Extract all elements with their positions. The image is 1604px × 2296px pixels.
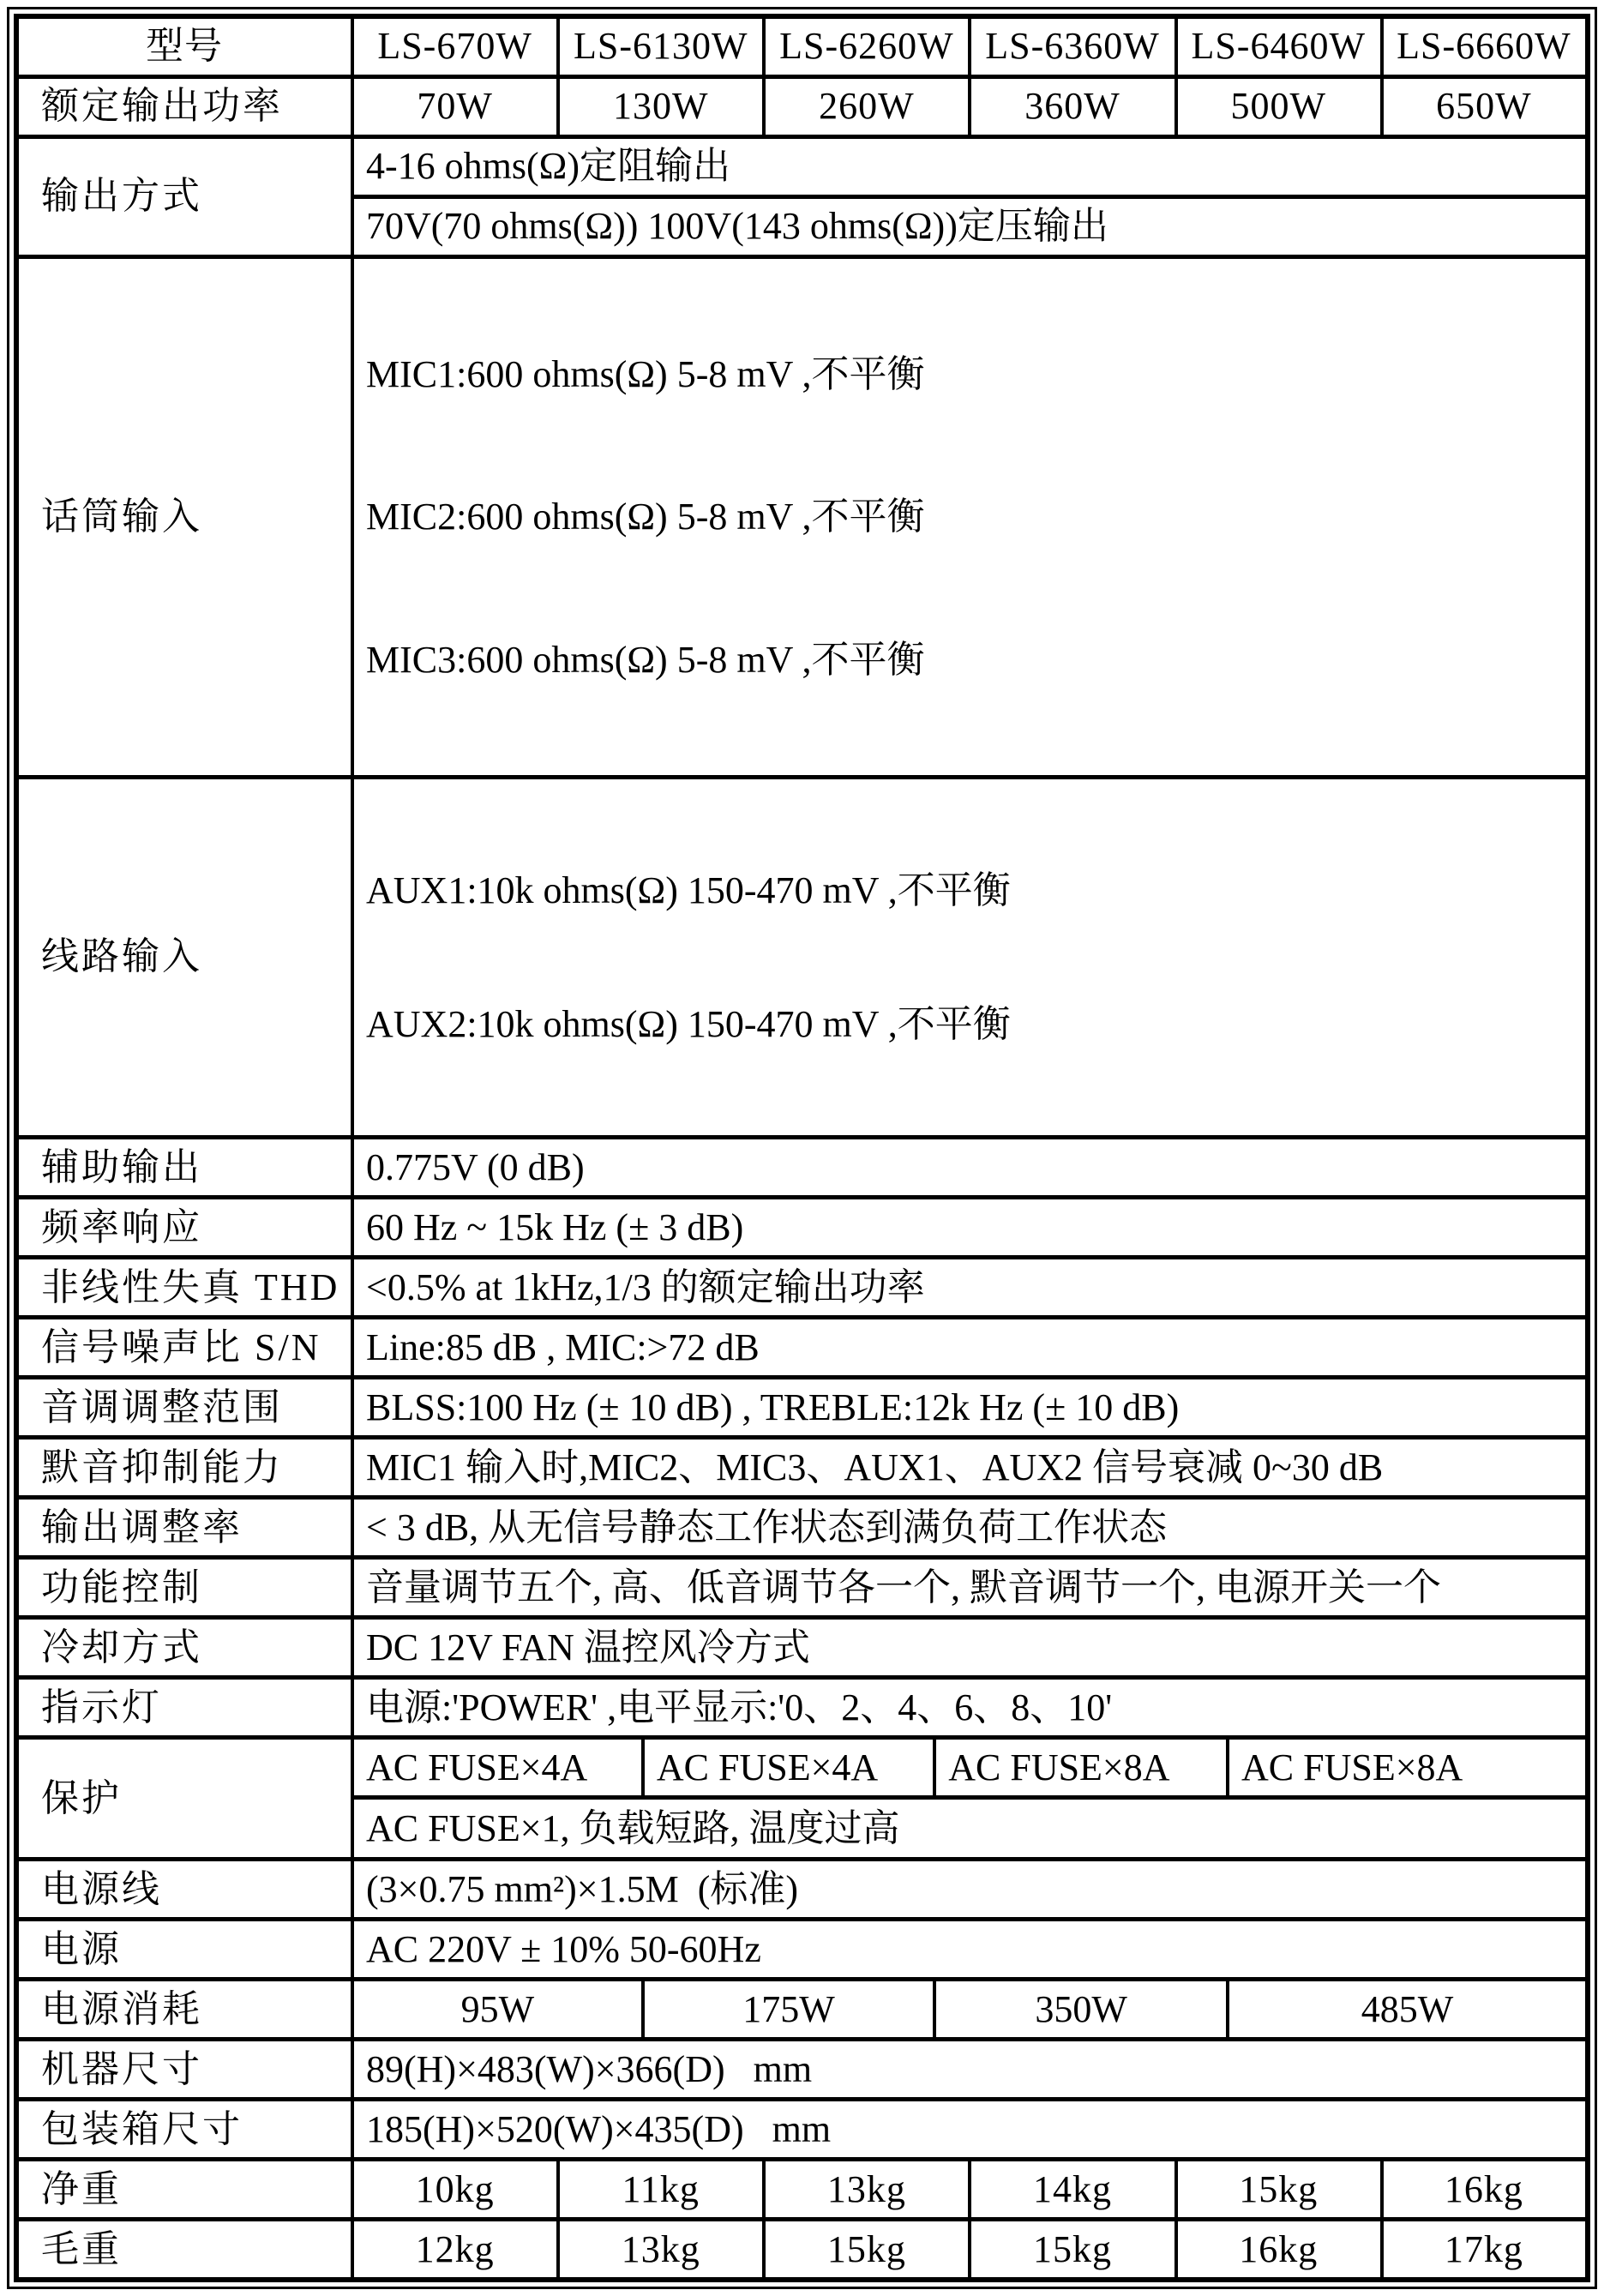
model-name-cell: LS-6660W [1382, 16, 1588, 77]
row-label-thd: 非线性失真 THD [16, 1258, 352, 1318]
row-label-aux-output: 辅助输出 [16, 1138, 352, 1198]
table-row-output-mode [16, 137, 1588, 197]
row-label-power-consumption: 电源消耗 [16, 1980, 352, 2040]
row-label-function-control: 功能控制 [16, 1558, 352, 1618]
table-row-cooling [16, 1618, 1588, 1678]
snr-value: Line:85 dB , MIC:>72 dB [352, 1318, 1588, 1378]
line-input-cell [352, 777, 1588, 1138]
row-label-rated-power: 额定输出功率 [16, 77, 352, 137]
net-weight-cell: 16kg [1382, 2160, 1588, 2220]
power-consumption-cell: 175W [645, 1981, 936, 2037]
model-name-cell: LS-6360W [970, 16, 1175, 77]
gross-weight-cell: 17kg [1382, 2220, 1588, 2281]
fuse-cell: AC FUSE×4A [645, 1740, 936, 1795]
gross-weight-cell: 16kg [1176, 2220, 1382, 2281]
row-label-power-supply: 电源 [16, 1920, 352, 1980]
table-row-line-input [16, 777, 1588, 1138]
power-consumption-row [352, 1980, 1588, 2040]
power-consumption-cell: 95W [354, 1981, 645, 2037]
row-label-model: 型号 [16, 16, 352, 77]
function-control-value: 音量调节五个, 高、低音调节各一个, 默音调节一个, 电源开关一个 [352, 1558, 1588, 1618]
table-row-model [16, 16, 1588, 77]
table-row-box-size [16, 2100, 1588, 2160]
table-row-unit-size [16, 2040, 1588, 2100]
model-name-cell: LS-6460W [1176, 16, 1382, 77]
gross-weight-cell: 15kg [970, 2220, 1175, 2281]
row-label-freq-response: 频率响应 [16, 1198, 352, 1258]
table-row-net-weight [16, 2160, 1588, 2220]
net-weight-cell: 14kg [970, 2160, 1175, 2220]
rated-power-cell: 360W [970, 77, 1175, 137]
table-row-rated-power [16, 77, 1588, 137]
rated-power-cell: 500W [1176, 77, 1382, 137]
gross-weight-cell: 13kg [558, 2220, 764, 2281]
table-row-tone-range [16, 1378, 1588, 1438]
row-label-box-size: 包装箱尺寸 [16, 2100, 352, 2160]
indicators-value: 电源:'POWER' ,电平显示:'0、2、4、6、8、10' [352, 1678, 1588, 1738]
fuse-cell: AC FUSE×4A [354, 1740, 645, 1795]
net-weight-cell: 11kg [558, 2160, 764, 2220]
table-row-thd [16, 1258, 1588, 1318]
protection-fuse-row [352, 1738, 1588, 1798]
row-label-mute-suppression: 默音抑制能力 [16, 1438, 352, 1498]
rated-power-cell: 650W [1382, 77, 1588, 137]
aux-output-value: 0.775V (0 dB) [352, 1138, 1588, 1198]
aux2-spec: AUX2:10k ohms(Ω) 150-470 mV ,不平衡 [366, 1003, 1011, 1046]
power-consumption-cell: 485W [1361, 1987, 1454, 2030]
row-label-protection: 保护 [16, 1738, 352, 1860]
output-mode-line1: 4-16 ohms(Ω)定阻输出 [352, 137, 1588, 197]
tone-range-value: BLSS:100 Hz (± 10 dB) , TREBLE:12k Hz (± 10 dB) [352, 1378, 1588, 1438]
cooling-value: DC 12V FAN 温控风冷方式 [352, 1618, 1588, 1678]
net-weight-cell: 15kg [1176, 2160, 1382, 2220]
net-weight-cell: 10kg [352, 2160, 558, 2220]
freq-response-value: 60 Hz ~ 15k Hz (± 3 dB) [352, 1198, 1588, 1258]
table-row-mute-suppression [16, 1438, 1588, 1498]
row-label-tone-range: 音调调整范围 [16, 1378, 352, 1438]
table-row-indicators [16, 1678, 1588, 1738]
row-label-unit-size: 机器尺寸 [16, 2040, 352, 2100]
row-label-snr: 信号噪声比 S/N [16, 1318, 352, 1378]
model-name-cell: LS-670W [352, 16, 558, 77]
row-label-net-weight: 净重 [16, 2160, 352, 2220]
rated-power-cell: 130W [558, 77, 764, 137]
mic-input-cell [352, 257, 1588, 778]
output-regulation-value: < 3 dB, 从无信号静态工作状态到满负荷工作状态 [352, 1498, 1588, 1558]
mic1-spec: MIC1:600 ohms(Ω) 5-8 mV ,不平衡 [366, 353, 925, 396]
net-weight-cell: 13kg [764, 2160, 970, 2220]
table-outer-frame [7, 7, 1597, 2289]
table-row-power-supply [16, 1920, 1588, 1980]
model-name-cell: LS-6130W [558, 16, 764, 77]
row-label-mic-input: 话筒输入 [16, 257, 352, 778]
protection-line2: AC FUSE×1, 负载短路, 温度过高 [352, 1798, 1588, 1860]
aux1-spec: AUX1:10k ohms(Ω) 150-470 mV ,不平衡 [366, 869, 1011, 911]
power-consumption-cell: 350W [936, 1981, 1229, 2037]
rated-power-cell: 260W [764, 77, 970, 137]
gross-weight-cell: 12kg [352, 2220, 558, 2281]
row-label-power-cord: 电源线 [16, 1860, 352, 1920]
output-mode-line2: 70V(70 ohms(Ω)) 100V(143 ohms(Ω))定压输出 [352, 197, 1588, 257]
mic3-spec: MIC3:600 ohms(Ω) 5-8 mV ,不平衡 [366, 638, 925, 681]
power-supply-value: AC 220V ± 10% 50-60Hz [352, 1920, 1588, 1980]
fuse-cell: AC FUSE×8A [1241, 1746, 1463, 1788]
fuse-cell: AC FUSE×8A [936, 1740, 1229, 1795]
unit-size-value: 89(H)×483(W)×366(D) mm [352, 2040, 1588, 2100]
row-label-cooling: 冷却方式 [16, 1618, 352, 1678]
box-size-value: 185(H)×520(W)×435(D) mm [352, 2100, 1588, 2160]
gross-weight-cell: 15kg [764, 2220, 970, 2281]
table-row-protection [16, 1738, 1588, 1798]
table-row-power-consumption [16, 1980, 1588, 2040]
table-row-mic-input [16, 257, 1588, 778]
table-row-function-control [16, 1558, 1588, 1618]
spec-table [14, 14, 1590, 2282]
protection-fuse-cells [354, 1740, 1585, 1795]
row-label-output-mode: 输出方式 [16, 137, 352, 257]
row-label-indicators: 指示灯 [16, 1678, 352, 1738]
table-row-gross-weight [16, 2220, 1588, 2281]
table-row-output-regulation [16, 1498, 1588, 1558]
row-label-line-input: 线路输入 [16, 777, 352, 1138]
mic2-spec: MIC2:600 ohms(Ω) 5-8 mV ,不平衡 [366, 496, 925, 538]
row-label-output-regulation: 输出调整率 [16, 1498, 352, 1558]
table-row-power-cord [16, 1860, 1588, 1920]
model-name-cell: LS-6260W [764, 16, 970, 77]
mute-suppression-value: MIC1 输入时,MIC2、MIC3、AUX1、AUX2 信号衰减 0~30 dB [352, 1438, 1588, 1498]
rated-power-cell: 70W [352, 77, 558, 137]
table-row-freq-response [16, 1198, 1588, 1258]
table-row-snr [16, 1318, 1588, 1378]
power-consumption-cells [354, 1981, 1585, 2037]
table-row-aux-output [16, 1138, 1588, 1198]
row-label-gross-weight: 毛重 [16, 2220, 352, 2281]
power-cord-value: (3×0.75 mm²)×1.5M (标准) [352, 1860, 1588, 1920]
thd-value: <0.5% at 1kHz,1/3 的额定输出功率 [352, 1258, 1588, 1318]
